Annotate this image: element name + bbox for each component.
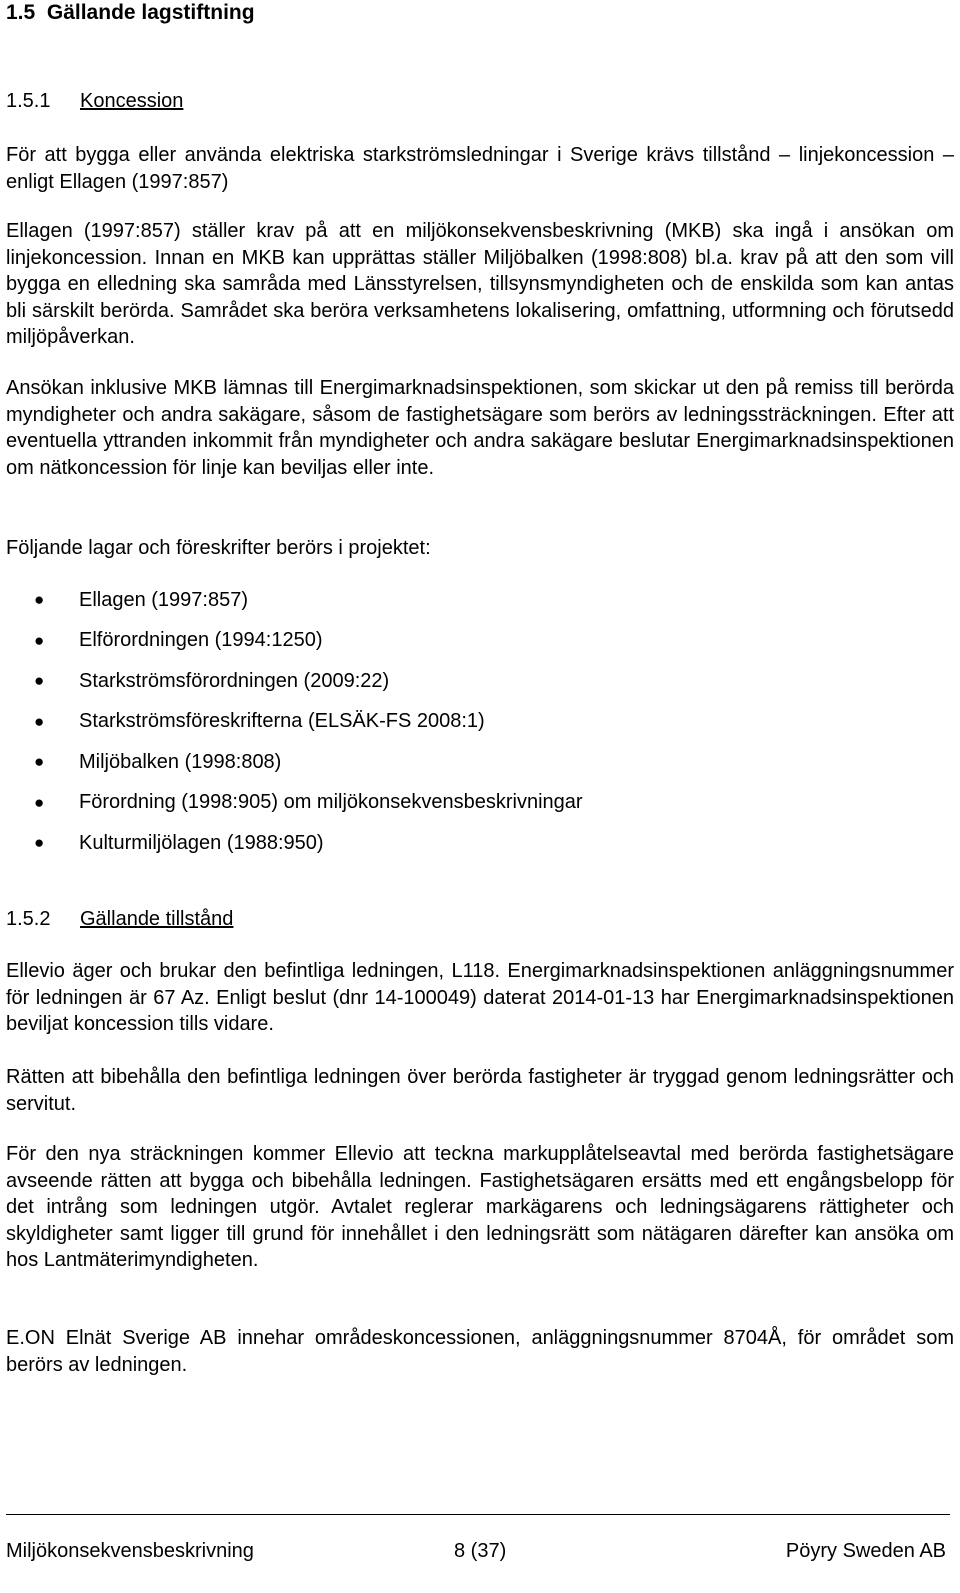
list-item: ● Starkströmsföreskrifterna (ELSÄK-FS 2008:1) (6, 702, 583, 743)
bullet-icon: ● (34, 792, 45, 812)
paragraph-application-process: Ansökan inklusive MKB lämnas till Energimarknadsinspektionen, som skickar ut den på remiss till berörda myndigheter och andra sakägare, såsom de fastighetsägare som berörs av ledningssträckningen. Efter att eventuella yttranden inkommit från myndigheter och andra sakägare beslutar Energimarknadsinspektionen om nätkoncession för linje kan beviljas eller inte. (6, 377, 954, 479)
paragraph-current-permit: Ellevio äger och brukar den befintliga ledningen, L118. Energimarknadsinspektionen anläggningsnummer för ledningen är 67 Az. Enligt beslut (dnr 14-100049) daterat 2014-01-13 har Energimarknadsinspektionen beviljat koncession tills vidare. (6, 960, 954, 1035)
section-heading (6, 0, 255, 26)
bullet-icon: ● (34, 671, 45, 691)
paragraph-license-requirement: För att bygga eller använda elektriska starkströmsledningar i Sverige krävs tillstånd – linjekoncession – enligt Ellagen (1997:857) (6, 144, 954, 193)
paragraph-existing-rights: Rätten att bibehålla den befintliga ledningen över berörda fastigheter är tryggad genom ledningsrätter och servitut. (6, 1066, 954, 1115)
subsection-heading-2 (6, 907, 954, 931)
subsection-title: Koncession (80, 90, 184, 112)
subsection-number: 1.5.1 (6, 90, 51, 112)
bullet-icon: ● (34, 630, 45, 650)
bullet-icon: ● (34, 833, 45, 853)
paragraph-new-route: För den nya sträckningen kommer Ellevio att teckna markupplåtelseavtal med berörda fastighetsägare avseende rätten att bygga och bibehålla ledningen. Fastighetsägaren ersätts med ett engångsbelopp för det intrång som ledningen utgör. Avtalet reglerar markägarens och ledningsägarens rättigheter och skyldigheter samt ligger till grund för innehållet i den ledningsrätt som nätägaren därefter kan ansöka om hos Lantmäterimyndigheten. (6, 1143, 954, 1271)
list-item: ● Miljöbalken (1998:808) (6, 742, 583, 783)
paragraph-area-concession: E.ON Elnät Sverige AB innehar områdeskoncessionen, anläggningsnummer 8704Å, för området som berörs av ledningen. (6, 1327, 954, 1376)
paragraph-mkb-requirement: Ellagen (1997:857) ställer krav på att en miljökonsekvensbeskrivning (MKB) ska ingå i ansökan om linjekoncession. Innan en MKB kan upprättas ställer Miljöbalken (1998:808) bl.a. krav på att den som vill bygga en elledning ska samråda med Länsstyrelsen, tillsynsmyndigheten och de enskilda som kan antas bli särskilt berörda. Samrådet ska beröra verksamhetens lokalisering, omfattning, utformning och förutsedd miljöpåverkan. (6, 220, 954, 348)
bullet-icon: ● (34, 590, 45, 610)
section-number: 1.5 (6, 1, 36, 24)
list-item: ● Elförordningen (1994:1250) (6, 621, 583, 662)
footer-company: Pöyry Sweden AB (785, 1540, 946, 1562)
footer-divider (6, 1514, 950, 1515)
list-item: ● Ellagen (1997:857) (6, 580, 583, 621)
footer-page-number: 8 (37) (454, 1540, 507, 1562)
subsection-number: 1.5.2 (6, 908, 51, 930)
bullet-icon: ● (34, 752, 45, 772)
footer-document-title: Miljökonsekvensbeskrivning (6, 1540, 254, 1562)
bullet-icon: ● (34, 711, 45, 731)
list-item: ● Förordning (1998:905) om miljökonsekvensbeskrivningar (6, 783, 583, 824)
list-item: ● Starkströmsförordningen (2009:22) (6, 661, 583, 702)
laws-list (6, 580, 583, 864)
page-footer (6, 1540, 946, 1566)
paragraph-laws-intro: Följande lagar och föreskrifter berörs i projektet: (6, 537, 431, 559)
section-title: Gällande lagstiftning (46, 1, 255, 24)
subsection-heading-1 (6, 89, 954, 113)
list-item: ● Kulturmiljölagen (1988:950) (6, 823, 583, 864)
subsection-title: Gällande tillstånd (80, 908, 234, 930)
